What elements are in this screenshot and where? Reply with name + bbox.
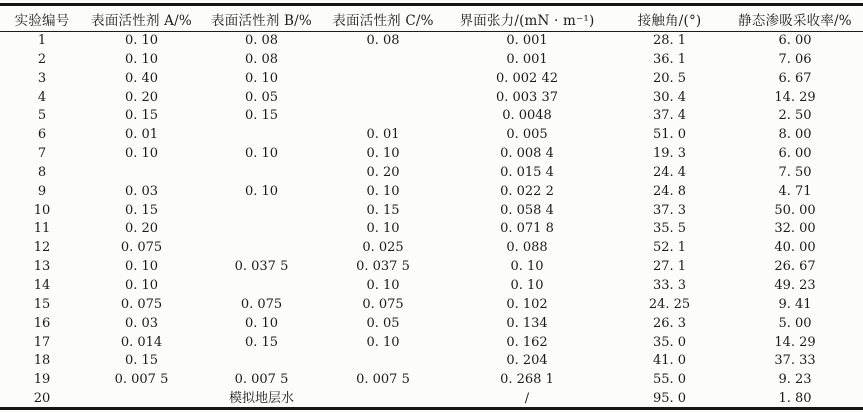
table-cell: 35. 5 xyxy=(652,221,687,237)
table-cell: 35. 0 xyxy=(652,334,687,350)
table-cell: 7. 50 xyxy=(778,164,812,180)
column-header: 静态渗吸采收率/% xyxy=(727,5,863,32)
table-cell: 3 xyxy=(37,70,47,86)
table-cell: 模拟地层水 xyxy=(228,390,294,406)
table-cell: 0. 075 xyxy=(120,296,163,312)
table-cell: 0. 10 xyxy=(124,277,159,293)
table-row xyxy=(0,164,863,183)
column-header: 界面张力/(mN · m⁻¹) xyxy=(442,5,612,32)
table-cell: 0. 005 xyxy=(506,127,548,143)
table-cell: 0. 15 xyxy=(124,202,159,218)
table-cell: 6. 67 xyxy=(778,70,812,86)
table-cell: 33. 3 xyxy=(652,277,687,293)
table-cell: 0. 268 1 xyxy=(500,372,554,388)
table-cell: 0. 20 xyxy=(124,221,159,237)
table-cell: 0. 075 xyxy=(240,296,283,312)
table-cell: 19 xyxy=(33,372,51,388)
table-cell: 0. 01 xyxy=(366,127,400,143)
table-cell: 27. 1 xyxy=(652,259,687,275)
table-cell: 0. 075 xyxy=(362,296,404,312)
table-cell: 0. 10 xyxy=(124,33,159,48)
table-body xyxy=(0,32,863,409)
table-cell: 24. 25 xyxy=(648,296,691,312)
table-cell: 26. 3 xyxy=(652,315,687,331)
table-cell: 0. 10 xyxy=(124,146,159,162)
table-cell: 0. 10 xyxy=(366,221,400,237)
table-row xyxy=(0,220,863,239)
table-cell xyxy=(199,277,324,296)
table-cell: 0. 058 4 xyxy=(500,202,554,218)
table-cell xyxy=(84,390,199,409)
table-row xyxy=(0,352,863,371)
table-cell: 7 xyxy=(37,146,47,162)
table-cell: 0. 10 xyxy=(244,70,279,86)
table-cell: 0. 071 8 xyxy=(500,221,554,237)
table-cell: 32. 00 xyxy=(774,221,816,237)
table-cell: 6. 00 xyxy=(778,146,812,162)
table-cell: 0. 10 xyxy=(366,146,400,162)
table-cell xyxy=(199,352,324,371)
table-cell xyxy=(324,70,442,89)
table-row xyxy=(0,89,863,108)
table-cell: 8. 00 xyxy=(778,127,812,143)
table-cell: 30. 4 xyxy=(652,89,687,105)
table-cell: 0. 10 xyxy=(244,315,279,331)
table-cell: / xyxy=(524,390,530,406)
table-cell: 15 xyxy=(33,296,51,312)
table-cell: 14. 29 xyxy=(774,334,816,350)
table-cell: 0. 001 xyxy=(506,51,548,67)
table-cell xyxy=(84,164,199,183)
table-row xyxy=(0,371,863,390)
table-row xyxy=(0,51,863,70)
table-cell: 13 xyxy=(33,259,51,275)
table-cell: 0. 075 xyxy=(120,240,163,256)
table-cell: 0. 002 42 xyxy=(495,70,559,86)
table-cell: 0. 014 xyxy=(120,334,163,350)
table-row xyxy=(0,126,863,145)
table-cell: 0. 10 xyxy=(366,183,400,199)
table-cell: 0. 007 5 xyxy=(114,372,169,388)
table-cell: 50. 00 xyxy=(774,202,816,218)
table-cell: 0. 022 2 xyxy=(500,183,554,199)
table-cell: 4. 71 xyxy=(778,183,812,199)
table-cell: 0. 037 5 xyxy=(356,259,410,275)
column-header: 实验编号 xyxy=(0,5,84,32)
table-cell: 19. 3 xyxy=(652,146,687,162)
column-header: 表面活性剂 B/% xyxy=(199,5,324,32)
table-cell: 52. 1 xyxy=(652,240,687,256)
table-cell: 0. 05 xyxy=(366,315,400,331)
table-cell: 40. 00 xyxy=(774,240,816,256)
table-cell: 0. 10 xyxy=(510,277,544,293)
table-cell: 0. 05 xyxy=(244,89,279,105)
table-cell: 1 xyxy=(37,33,47,48)
table-cell: 0. 001 xyxy=(506,33,548,48)
table-row xyxy=(0,145,863,164)
table-cell: 0. 037 5 xyxy=(234,259,289,275)
table-row xyxy=(0,334,863,353)
table-cell: 12 xyxy=(33,240,51,256)
table-cell: 0. 10 xyxy=(366,334,400,350)
table-cell: 0. 08 xyxy=(366,33,400,48)
table-cell xyxy=(324,89,442,108)
table-row xyxy=(0,258,863,277)
table-cell xyxy=(324,352,442,371)
table-cell: 8 xyxy=(37,164,47,180)
table-cell: 0. 10 xyxy=(244,146,279,162)
table-cell: 10 xyxy=(33,202,51,218)
table-cell: 37. 4 xyxy=(652,108,687,124)
table-row xyxy=(0,183,863,202)
table-cell xyxy=(199,202,324,221)
table-cell xyxy=(199,220,324,239)
table-cell: 5 xyxy=(37,108,47,124)
table-cell: 55. 0 xyxy=(652,372,687,388)
table-cell: 0. 204 xyxy=(506,353,548,369)
table-cell: 0. 20 xyxy=(366,164,400,180)
column-header: 接触角/(°) xyxy=(612,5,727,32)
table-cell: 0. 15 xyxy=(244,334,279,350)
table-cell: 0. 03 xyxy=(124,183,159,199)
table-cell: 14 xyxy=(33,277,51,293)
column-header: 表面活性剂 C/% xyxy=(324,5,442,32)
table-cell: 4 xyxy=(37,89,47,105)
table-cell: 41. 0 xyxy=(652,353,687,369)
table-cell: 7. 06 xyxy=(778,51,812,67)
table-cell: 0. 10 xyxy=(124,259,159,275)
table-cell: 37. 3 xyxy=(652,202,687,218)
table-cell: 24. 4 xyxy=(652,164,687,180)
table-cell: 0. 10 xyxy=(124,51,159,67)
table-row xyxy=(0,107,863,126)
table-cell: 0. 01 xyxy=(124,127,159,143)
table-cell: 0. 10 xyxy=(510,259,544,275)
table-cell: 0. 088 xyxy=(506,240,548,256)
table-cell: 0. 15 xyxy=(244,108,279,124)
table-cell: 9 xyxy=(37,183,47,199)
table-cell: 0. 003 37 xyxy=(495,89,559,105)
table-cell: 0. 10 xyxy=(366,277,400,293)
table-cell: 16 xyxy=(33,315,51,331)
table-cell: 18 xyxy=(33,353,51,369)
table-cell: 0. 102 xyxy=(506,296,548,312)
table-cell: 5. 00 xyxy=(778,315,812,331)
header-row xyxy=(0,5,863,32)
table-cell: 95. 0 xyxy=(652,390,687,406)
table-row xyxy=(0,277,863,296)
table-cell xyxy=(324,390,442,409)
table-cell: 37. 33 xyxy=(774,353,816,369)
table-cell: 14. 29 xyxy=(774,89,816,105)
table-cell: 36. 1 xyxy=(652,51,687,67)
table-cell: 20 xyxy=(33,390,51,406)
table-cell: 1. 80 xyxy=(778,390,812,406)
table-row xyxy=(0,70,863,89)
table-row xyxy=(0,32,863,51)
table-cell: 11 xyxy=(33,221,51,237)
table-cell: 0. 162 xyxy=(506,334,548,350)
table-cell: 0. 08 xyxy=(244,51,279,67)
table-cell: 20. 5 xyxy=(652,70,687,86)
table-row xyxy=(0,296,863,315)
table-row xyxy=(0,315,863,334)
table-cell: 0. 007 5 xyxy=(356,372,410,388)
table-cell: 49. 23 xyxy=(774,277,816,293)
table-cell: 0. 0048 xyxy=(502,108,552,124)
table-cell: 9. 23 xyxy=(778,372,812,388)
table-row xyxy=(0,239,863,258)
table-cell: 0. 025 xyxy=(362,240,404,256)
table-cell: 0. 08 xyxy=(244,33,279,48)
table-cell: 0. 15 xyxy=(124,108,159,124)
table-cell: 0. 134 xyxy=(506,315,548,331)
table-cell: 0. 40 xyxy=(124,70,159,86)
table-cell xyxy=(199,164,324,183)
table-cell: 9. 41 xyxy=(778,296,812,312)
table-cell: 6. 00 xyxy=(778,33,812,48)
experiment-results-table xyxy=(0,3,863,410)
table-cell: 0. 007 5 xyxy=(234,372,289,388)
table-cell: 0. 008 4 xyxy=(500,146,554,162)
table-cell: 17 xyxy=(33,334,51,350)
table-cell: 6 xyxy=(37,127,47,143)
table-cell: 0. 15 xyxy=(124,353,159,369)
table-cell: 0. 03 xyxy=(124,315,159,331)
table-cell: 51. 0 xyxy=(652,127,687,143)
table-cell: 2. 50 xyxy=(778,108,812,124)
table-cell: 0. 10 xyxy=(244,183,279,199)
table-cell xyxy=(324,107,442,126)
table-cell: 0. 15 xyxy=(366,202,400,218)
table-row xyxy=(0,390,863,409)
table-cell: 24. 8 xyxy=(652,183,687,199)
table-cell: 26. 67 xyxy=(774,259,816,275)
table-cell xyxy=(199,126,324,145)
table-cell: 0. 20 xyxy=(124,89,159,105)
table-cell xyxy=(324,51,442,70)
table-cell: 2 xyxy=(37,51,47,67)
table-cell xyxy=(199,239,324,258)
table-cell: 28. 1 xyxy=(652,33,687,48)
table-cell: 0. 015 4 xyxy=(500,164,554,180)
column-header: 表面活性剂 A/% xyxy=(84,5,199,32)
table-row xyxy=(0,202,863,221)
